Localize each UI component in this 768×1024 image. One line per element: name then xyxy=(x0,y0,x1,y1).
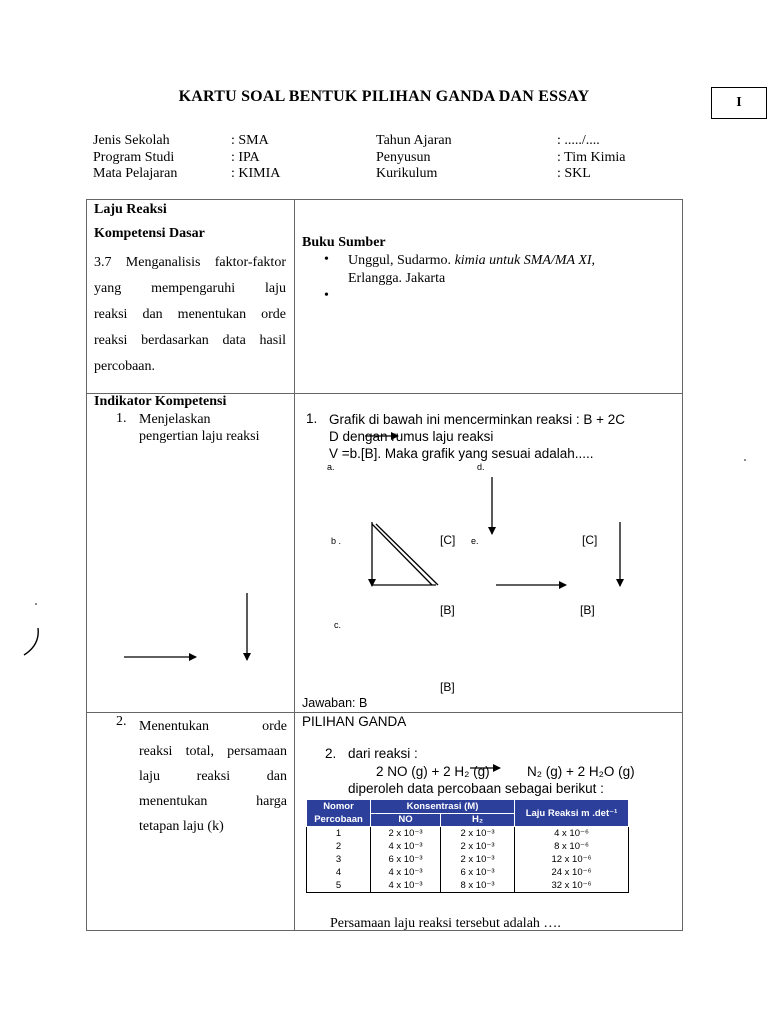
option-e-label: e. xyxy=(471,536,479,546)
question-prompt: Persamaan laju reaksi tersebut adalah …. xyxy=(330,916,561,931)
question-number: 2. xyxy=(325,746,337,761)
header-konsentrasi: Konsentrasi (M) xyxy=(371,800,515,814)
table-cell: 4 xyxy=(307,866,371,879)
data-intro: diperoleh data percobaan sebagai berikut : xyxy=(348,781,604,796)
header-nomor-line: Percobaan xyxy=(314,814,363,825)
kd-line: reaksi dan menentukan orde xyxy=(94,307,286,322)
table-row xyxy=(307,840,629,853)
kd-line: yang mempengaruhi laju xyxy=(94,281,286,296)
option-d-label: d. xyxy=(477,462,485,472)
experiment-data-table xyxy=(306,799,629,893)
answer-text: Jawaban: B xyxy=(302,696,368,710)
table-cell: 4 x 10⁻³ xyxy=(371,879,441,893)
reaction-reactants: 2 NO (g) + 2 H₂ (g) xyxy=(376,764,490,779)
topic-label: Laju Reaksi xyxy=(94,202,167,217)
indicator-line: Menjelaskan xyxy=(139,412,211,427)
axis-label-c: [C] xyxy=(440,533,456,547)
meta-value: : IPA xyxy=(231,149,260,165)
scan-mark xyxy=(24,628,38,655)
question-line: D dengan rumus laju reaksi xyxy=(329,429,494,444)
meta-value: : KIMIA xyxy=(231,166,281,181)
reaction-products: N₂ (g) + 2 H₂O (g) xyxy=(527,764,635,779)
table-cell: 2 x 10⁻³ xyxy=(441,827,515,841)
graph-b-line xyxy=(372,524,432,585)
source-heading: Buku Sumber xyxy=(302,235,386,250)
source-author: Unggul, Sudarmo. xyxy=(348,253,455,268)
meta-value: : ...../.... xyxy=(557,133,600,148)
indicator-line: reaksi total, persamaan xyxy=(139,744,287,759)
source-publisher: Erlangga. Jakarta xyxy=(348,271,446,286)
table-cell: 2 xyxy=(307,840,371,853)
indicator-heading: Indikator Kompetensi xyxy=(94,394,227,409)
axis-label-c: [C] xyxy=(582,533,598,547)
indicator-number: 2. xyxy=(116,714,127,729)
question-intro: dari reaksi : xyxy=(348,746,418,761)
meta-label: Penyusun xyxy=(376,149,431,165)
kd-line: percobaan. xyxy=(94,359,156,374)
question-line: V =b.[B]. Maka grafik yang sesuai adalah..... xyxy=(329,446,594,461)
table-cell: 6 x 10⁻³ xyxy=(441,866,515,879)
indicator-line: tetapan laju (k) xyxy=(139,819,224,834)
table-cell: 32 x 10⁻⁶ xyxy=(515,879,629,893)
scan-mark xyxy=(35,603,37,605)
meta-value: : SMA xyxy=(231,133,269,148)
option-a-label: a. xyxy=(327,462,335,472)
card-number-box: I xyxy=(711,87,767,119)
kd-line: reaksi berdasarkan data hasil xyxy=(94,333,286,348)
kd-heading: Kompetensi Dasar xyxy=(94,226,205,241)
indicator-line: Menentukan orde xyxy=(139,719,287,734)
scan-mark xyxy=(744,459,746,461)
table-cell: 8 x 10⁻⁶ xyxy=(515,840,629,853)
meta-label: Jenis Sekolah xyxy=(93,133,170,148)
question-type: PILIHAN GANDA xyxy=(302,714,407,729)
table-cell: 2 x 10⁻³ xyxy=(371,827,441,841)
meta-label: Program Studi xyxy=(93,149,175,165)
header-no: NO xyxy=(371,813,441,827)
table-cell: 2 x 10⁻³ xyxy=(441,853,515,866)
bullet-icon: • xyxy=(324,252,329,267)
meta-label: Tahun Ajaran xyxy=(376,133,452,148)
table-cell: 8 x 10⁻³ xyxy=(441,879,515,893)
table-cell: 4 x 10⁻⁶ xyxy=(515,827,629,841)
question-line: Grafik di bawah ini mencerminkan reaksi : B + 2C xyxy=(329,412,625,427)
rate-data-table xyxy=(306,799,629,893)
meta-value: : Tim Kimia xyxy=(557,149,626,165)
graph-b-line xyxy=(376,524,438,585)
table-cell: 3 xyxy=(307,853,371,866)
table-cell: 24 x 10⁻⁶ xyxy=(515,866,629,879)
table-cell: 4 x 10⁻³ xyxy=(371,840,441,853)
indicator-line: pengertian laju reaksi xyxy=(139,429,260,444)
meta-value: : SKL xyxy=(557,166,591,181)
table-row xyxy=(307,827,629,841)
table-row xyxy=(307,866,629,879)
header-h2: H₂ xyxy=(441,813,515,827)
table-cell: 4 x 10⁻³ xyxy=(371,866,441,879)
axis-label-b: [B] xyxy=(440,680,455,694)
axis-label-b: [B] xyxy=(440,603,455,617)
source-book-title: kimia untuk SMA/MA XI, xyxy=(454,253,596,268)
table-cell: 5 xyxy=(307,879,371,893)
header-nomor xyxy=(307,800,371,827)
option-b-label: b . xyxy=(331,536,342,546)
header-laju: Laju Reaksi m .det⁻¹ xyxy=(515,800,629,827)
indicator-text xyxy=(139,714,287,839)
table-row xyxy=(307,853,629,866)
kd-line: 3.7 Menganalisis faktor-faktor xyxy=(94,255,286,270)
meta-label: Mata Pelajaran xyxy=(93,166,178,181)
indicator-number: 1. xyxy=(116,411,127,426)
option-c-label: c. xyxy=(334,620,342,630)
meta-label: Kurikulum xyxy=(376,166,438,181)
axis-label-b: [B] xyxy=(580,603,595,617)
table-cell: 12 x 10⁻⁶ xyxy=(515,853,629,866)
table-row xyxy=(307,879,629,893)
question-number: 1. xyxy=(306,411,318,426)
header-nomor-line: Nomor xyxy=(323,801,354,812)
indicator-line: laju reaksi dan xyxy=(139,769,287,784)
table-cell: 1 xyxy=(307,827,371,841)
table-cell: 2 x 10⁻³ xyxy=(441,840,515,853)
indicator-line: menentukan harga xyxy=(139,794,287,809)
table-cell: 6 x 10⁻³ xyxy=(371,853,441,866)
bullet-icon: • xyxy=(324,288,329,303)
page-title: KARTU SOAL BENTUK PILIHAN GANDA DAN ESSAY xyxy=(178,88,590,105)
